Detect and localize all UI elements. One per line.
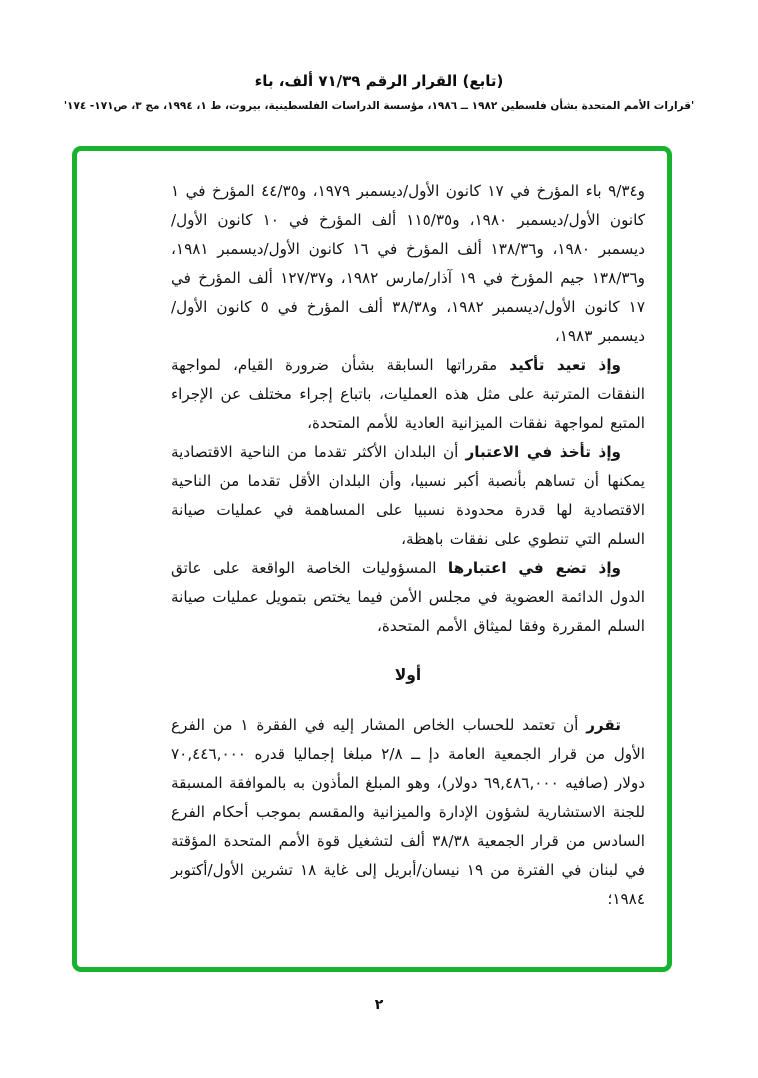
- lead-phrase: تقرر: [586, 716, 622, 734]
- page-number: ٢: [374, 997, 384, 1013]
- paragraph-text: أن البلدان الأكثر تقدما من الناحية الاقتصادية يمكنها أن تساهم بأنصبة أكبر نسبيا، وأن البلدان الأقل تقدما من الناحية الاقتصادية لها قدرة محدودة نسبيا على المساهمة في عمليات صيانة السلم التي تنطوي على نفقات باهظة،: [171, 443, 645, 548]
- paragraph-decision: [171, 711, 645, 914]
- paragraph-text: المسؤوليات الخاصة الواقعة على عاتق الدول الدائمة العضوية في مجلس الأمن فيما يختص بتمويل عمليات صيانة السلم المقررة وفقا لميثاق الأمم المتحدة،: [171, 559, 645, 635]
- page-title: (تابع) القرار الرقم ٧١/٣٩ ألف، باء: [254, 72, 504, 90]
- source-citation: 'قرارات الأمم المتحدة بشأن فلسطين ١٩٨٢ ــ ١٩٨٦، مؤسسة الدراسات الفلسطينية، بيروت، ط ١، ١٩٩٤، مج ٣، ص١٧١- ١٧٤': [63, 100, 695, 112]
- resolution-text: [171, 177, 645, 914]
- paragraph-text: و٩/٣٤ باء المؤرخ في ١٧ كانون الأول/ديسمبر ١٩٧٩، و٤٤/٣٥ المؤرخ في ١ كانون الأول/ديسمبر ١٩٨٠، و١١٥/٣٥ ألف المؤرخ في ١٠ كانون الأول/ديسمبر ١٩٨٠، و١٣٨/٣٦ ألف المؤرخ في ١٦ كانون الأول/ديسمبر ١٩٨١، و١٣٨/٣٦ جيم المؤرخ في ١٩ آذار/مارس ١٩٨٢، و١٢٧/٣٧ ألف المؤرخ في ١٧ كانون الأول/ديسمبر ١٩٨٢، و٣٨/٣٨ ألف المؤرخ في ٥ كانون الأول/ديسمبر ١٩٨٣،: [171, 182, 646, 345]
- document-frame: [72, 146, 672, 972]
- lead-phrase: وإذ تأخذ في الاعتبار: [465, 443, 621, 461]
- paragraph-text: مقرراتها السابقة بشأن ضرورة القيام، لمواجهة النفقات المترتبة على مثل هذه العمليات، باتباع إجراء مختلف عن الإجراء المتبع لمواجهة نفقات الميزانية العادية للأمم المتحدة،: [171, 356, 645, 432]
- lead-phrase: وإذ تعيد تأكيد: [509, 356, 622, 374]
- document-header: [0, 72, 758, 112]
- paragraph-taking-into-account: [171, 438, 645, 554]
- section-heading: أولا: [394, 666, 422, 684]
- paragraph-text: أن تعتمد للحساب الخاص المشار إليه في الفقرة ١ من الفرع الأول من قرار الجمعية العامة دإ ــ ٢/٨ مبلغا إجماليا قدره ٧٠,٤٤٦,٠٠٠ دولار (صافيه ٦٩,٤٨٦,٠٠٠ دولار)، وهو المبلغ المأذون به بالموافقة المسبقة للجنة الاستشارية لشؤون الإدارة والميزانية والمقسم بموجب أحكام الفرع السادس من قرار الجمعية ٣٨/٣٨ ألف لتشغيل قوة الأمم المتحدة المؤقتة في لبنان في الفترة من ١٩ نيسان/أبريل إلى غاية ١٨ تشرين الأول/أكتوبر ١٩٨٤؛: [171, 716, 646, 908]
- paragraph-bearing-in-mind: [171, 554, 645, 641]
- paragraph-reaffirming: [171, 351, 645, 438]
- paragraph-continuation: [171, 177, 645, 351]
- lead-phrase: وإذ تضع في اعتبارها: [447, 559, 621, 577]
